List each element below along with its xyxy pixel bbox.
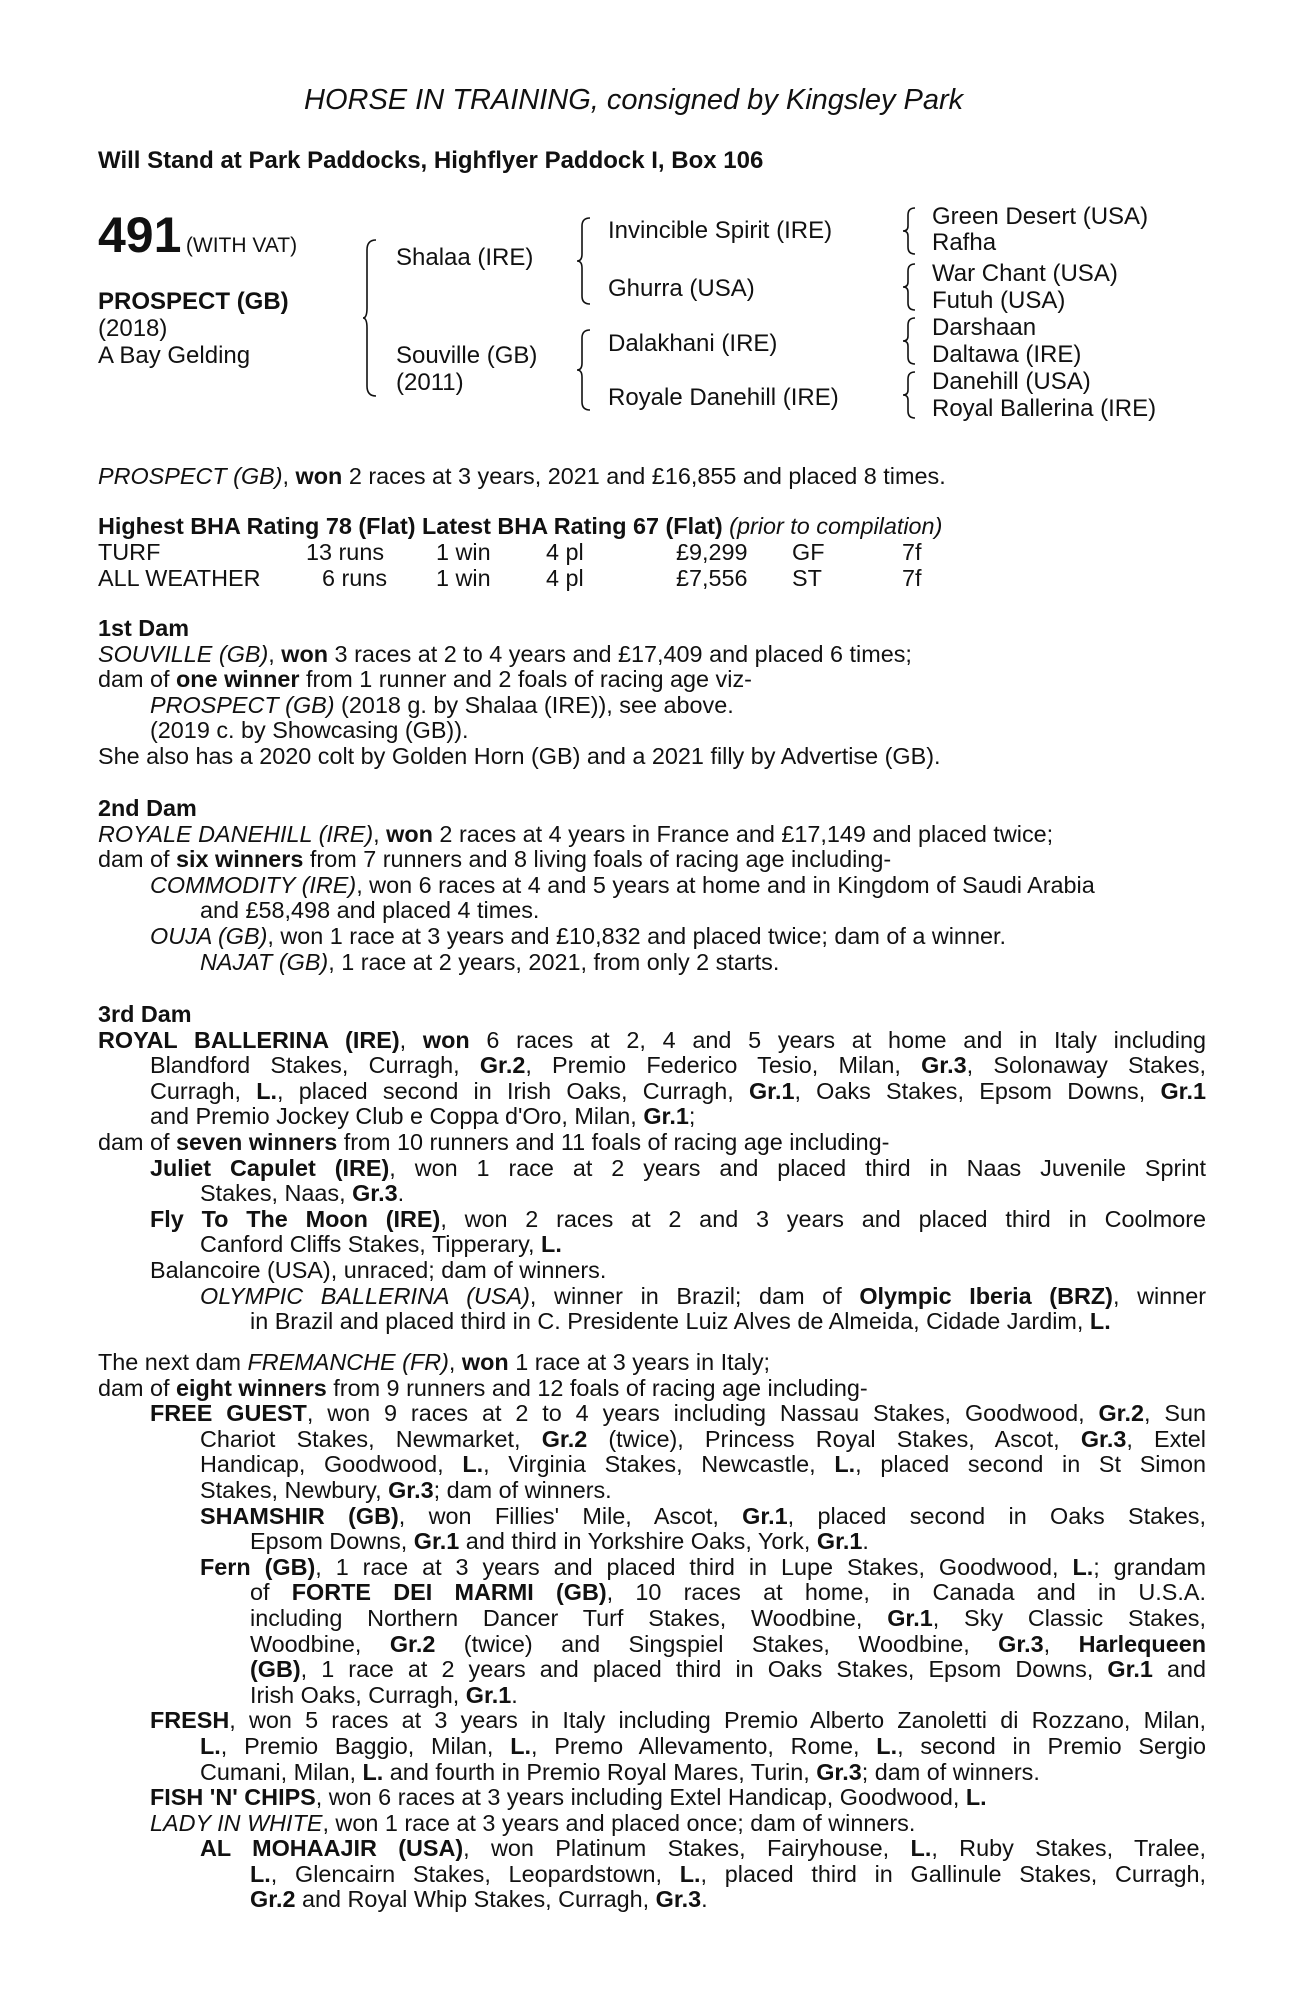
race-summary: PROSPECT (GB), won 2 races at 3 years, 2021 and £16,855 and placed 8 times. [98, 463, 946, 489]
pedigree-bracket-ss [902, 206, 918, 256]
third-dam-section: 3rd Dam ROYAL BALLERINA (IRE), won 6 races at 2, 4 and 5 years at home and in Italy including Blandford Stakes, Curragh, Gr.2, Premio Federico Tesio, Milan, Gr.3, Solonaway Stakes, Curragh, L., placed second in Irish Oaks, Curragh, Gr.1, Oaks Stakes, Epsom Downs, Gr.1 and Premio Jockey Club e Coppa d'Oro, Milan, Gr.1; dam of seven winners from 10 runners and 11 foals of racing age including- Juliet Capulet (IRE), won 1 race at 2 years and placed third in Naas Juvenile Sprint Stakes, Naas, Gr.3. Fly To The Moon (IRE), won 2 races at 2 and 3 years and placed third in Coolmore Canford Cliffs Stakes, Tipperary, L. Balancoire (USA), unraced; dam of winners. OLYMPIC BALLERINA (USA), winner in Brazil; dam of Olympic Iberia (BRZ), winner in Brazil and placed third in C. Presidente Luiz Alves de Almeida, Cidade Jardim, L. [98, 1001, 1207, 1335]
next-dam-section: The next dam FREMANCHE (FR), won 1 race at 3 years in Italy; dam of eight winners from 9 runners and 12 foals of racing age including- FREE GUEST, won 9 races at 2 to 4 years including Nassau Stakes, Goodwood, Gr.2, Sun Chariot Stakes, Newmarket, Gr.2 (twice), Princess Royal Stakes, Ascot, Gr.3, Extel Handicap, Goodwood, L., Virginia Stakes, Newcastle, L., placed second in St Simon Stakes, Newbury, Gr.3; dam of winners. SHAMSHIR (GB), won Fillies' Mile, Ascot, Gr.1, placed second in Oaks Stakes, Epsom Downs, Gr.1 and third in Yorkshire Oaks, York, Gr.1. Fern (GB), 1 race at 3 years and placed third in Lupe Stakes, Goodwood, L.; grandam of FORTE DEI MARMI (GB), 10 races at home, in Canada and in U.S.A. including Northern Dancer Turf Stakes, Woodbine, Gr.1, Sky Classic Stakes, Woodbine, Gr.2 (twice) and Singspiel Stakes, Woodbine, Gr.3, Harlequeen (GB), 1 race at 2 years and placed third in Oaks Stakes, Epsom Downs, Gr.1 and Irish Oaks, Curragh, Gr.1. FRESH, won 5 races at 3 years in Italy including Premio Alberto Zanoletti di Rozzano, Milan, L., Premio Baggio, Milan, L., Premo Allevamento, Rome, L., second in Premio Sergio Cumani, Milan, L. and fourth in Premio Royal Mares, Turin, Gr.3; dam of winners. FISH 'N' CHIPS, won 6 races at 3 years including Extel Handicap, Goodwood, L. LADY IN WHITE, won 1 race at 3 years and placed once; dam of winners. AL MOHAAJIR (USA), won Platinum Stakes, Fairyhouse, L., Ruby Stakes, Tralee, L., Glencairn Stakes, Leopardstown, L., placed third in Gallinule Stakes, Curragh, Gr.2 and Royal Whip Stakes, Curragh, Gr.3. [98, 1349, 1207, 1913]
horse-description: A Bay Gelding [98, 342, 251, 369]
pedigree-bracket-sire [576, 216, 594, 306]
horse-year: (2018) [98, 315, 168, 342]
lot-number-block [98, 206, 297, 264]
pedigree-ddd: Royal Ballerina (IRE) [932, 395, 1157, 422]
pedigree-sire-dam: Ghurra (USA) [608, 275, 755, 302]
pedigree-dam-sire: Dalakhani (IRE) [608, 330, 778, 357]
bha-rating: Highest BHA Rating 78 (Flat) Latest BHA Rating 67 (Flat) (prior to compilation) [98, 513, 943, 539]
second-dam-section: 2nd Dam ROYALE DANEHILL (IRE), won 2 races at 4 years in France and £17,149 and placed twice; dam of six winners from 7 runners and 8 living foals of racing age including- COMMODITY (IRE), won 6 races at 4 and 5 years at home and in Kingdom of Saudi Arabia and £58,498 and placed 4 times. OUJA (GB), won 1 race at 3 years and £10,832 and placed twice; dam of a winner. NAJAT (GB), 1 race at 2 years, 2021, from only 2 starts. [98, 796, 1206, 975]
pedigree-bracket-sd [902, 262, 918, 312]
pedigree-sdd: Futuh (USA) [932, 287, 1066, 314]
section-heading: 3rd Dam [98, 1001, 192, 1027]
stand-location: Will Stand at Park Paddocks, Highflyer Paddock I, Box 106 [98, 147, 764, 174]
pedigree-sss: Green Desert (USA) [932, 203, 1149, 230]
pedigree-bracket-dam [576, 328, 594, 412]
pedigree-bracket-dd [902, 370, 918, 420]
pedigree-dam-dam: Royale Danehill (IRE) [608, 384, 839, 411]
page-title: HORSE IN TRAINING, consigned by Kingsley Park [304, 84, 964, 116]
section-heading: 1st Dam [98, 615, 190, 641]
pedigree-sire: Shalaa (IRE) [396, 244, 534, 271]
pedigree-ssd: Rafha [932, 229, 997, 256]
table-row: TURF 13 runs 1 win 4 pl £9,299 GF 7f [98, 539, 922, 565]
table-row: ALL WEATHER 6 runs 1 win 4 pl £7,556 ST 7f [98, 564, 922, 591]
pedigree-sire-sire: Invincible Spirit (IRE) [608, 217, 833, 244]
pedigree-bracket-ds [902, 316, 918, 366]
pedigree-dam-year: (2011) [396, 369, 464, 396]
first-dam-section: 1st Dam SOUVILLE (GB), won 3 races at 2 to 4 years and £17,409 and placed 6 times; dam of one winner from 1 runner and 2 foals of racing age viz- PROSPECT (GB) (2018 g. by Shalaa (IRE)), see above. (2019 c. by Showcasing (GB)). She also has a 2020 colt by Golden Horn (GB) and a 2021 filly by Advertise (GB). [98, 616, 1206, 770]
pedigree-dsd: Daltawa (IRE) [932, 341, 1082, 368]
lot-number: 491 [98, 207, 182, 263]
pedigree-dam: Souville (GB) [396, 342, 538, 369]
pedigree-bracket-main [362, 238, 382, 398]
pedigree-sds: War Chant (USA) [932, 260, 1118, 287]
race-stats-table [98, 540, 922, 591]
section-heading: 2nd Dam [98, 795, 197, 821]
pedigree-dds: Danehill (USA) [932, 368, 1091, 395]
horse-name: PROSPECT (GB) [98, 288, 289, 315]
vat-note: (WITH VAT) [185, 234, 298, 257]
pedigree-dss: Darshaan [932, 314, 1037, 341]
